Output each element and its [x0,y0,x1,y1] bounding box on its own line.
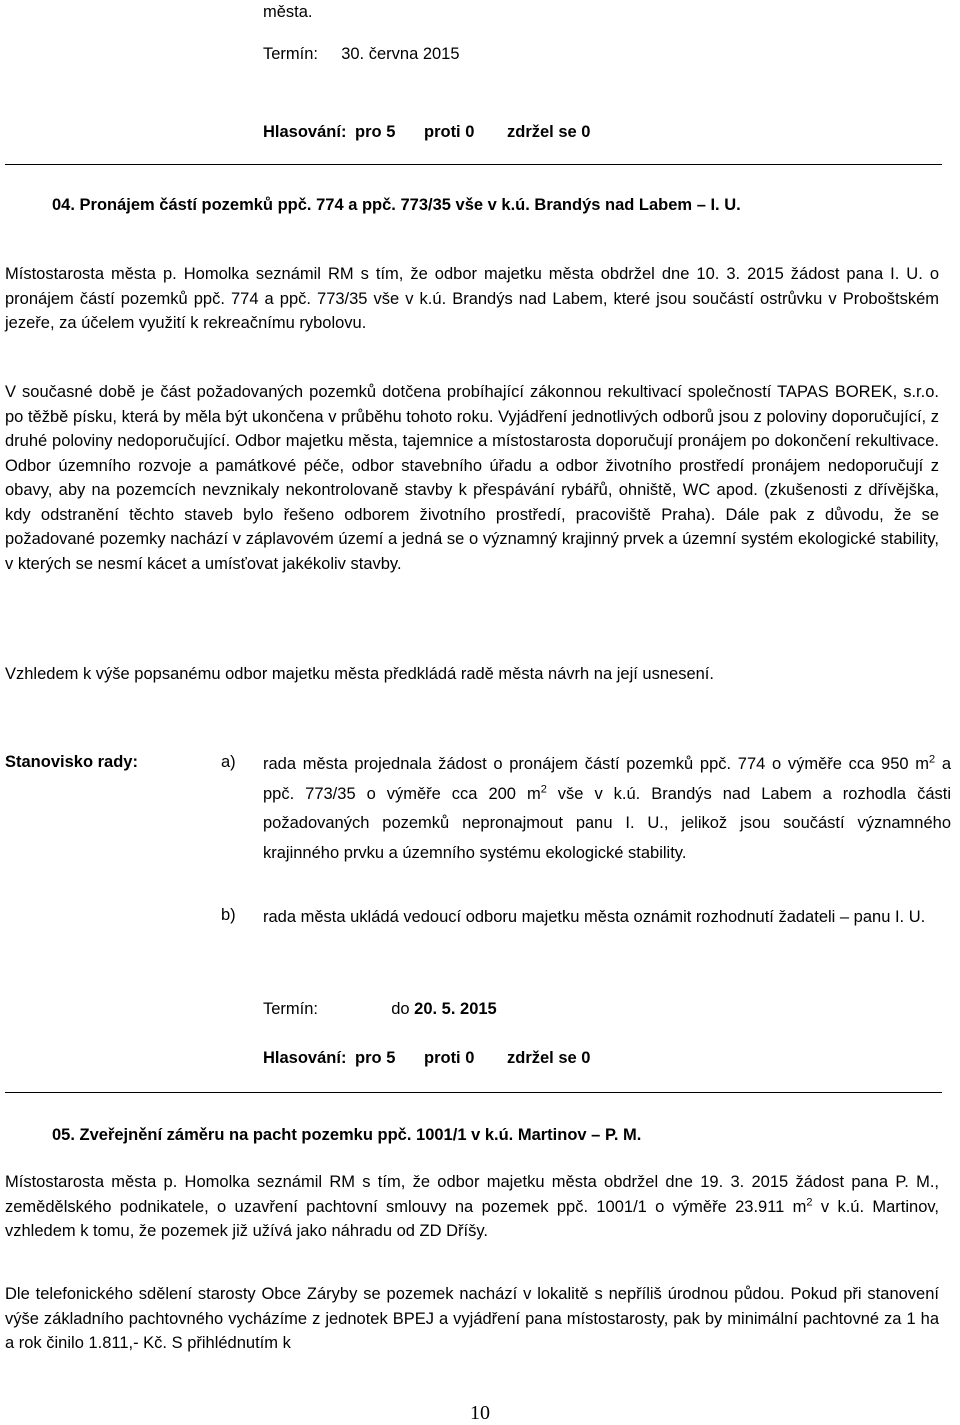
vote-pro: pro 5 [355,123,396,141]
deadline-label: Termín: [263,45,319,63]
deadline-value: 30. června 2015 [341,45,460,63]
item-heading-04: 04. Pronájem částí pozemků ppč. 774 a ppč. 773/35 vše v k.ú. Brandýs nad Labem – I. U. [52,196,741,214]
vote-label: Hlasování: [263,1049,347,1067]
resolution-text-a [263,750,951,868]
vote-line-top [263,120,590,144]
paragraph-part: v k.ú. Martinov, vzhledem k tomu, že pozemek již užívá jako náhradu od ZD Dříšy. [5,1197,939,1240]
superscript: 2 [929,753,936,766]
resolution-text-a-part: vše v k.ú. Brandýs nad Labem a rozhodla části požadovaných pozemků nepronajmout panu I. U., jelikož jsou součástí významného krajinného prvku a územního systému ekologické stability. [263,784,951,862]
resolution-text-b: rada města ukládá vedoucí odboru majetku města oznámit rozhodnutí žadateli – panu I. U. [263,908,926,926]
paragraph: Místostarosta města p. Homolka seznámil RM s tím, že odbor majetku města obdržel dne 10. 3. 2015 žádost pana I. U. o pronájem částí pozemků ppč. 774 a ppč. 773/35 vše v k.ú. Brandýs nad Labem, které jsou součástí ostrůvku v Proboštském jezeře, za účelem využití k rekreačnímu rybolovu. [5,265,939,332]
superscript: 2 [540,783,547,795]
paragraph: Vzhledem k výše popsanému odbor majetku města předkládá radě města návrh na její usnesení. [5,665,714,683]
item-heading-05: 05. Zveřejnění záměru na pacht pozemku ppč. 1001/1 v k.ú. Martinov – P. M. [52,1126,642,1144]
resolution-label-b: b) [221,906,236,924]
continuation-text: města. [263,3,313,21]
resolution-text-a-part: a ppč. 773/35 o výměře cca 200 m [263,755,951,803]
vote-proti: proti 0 [423,123,475,141]
section-divider [5,1092,942,1093]
paragraph-part: Místostarosta města p. Homolka seznámil RM s tím, že odbor majetku města obdržel dne 19. 3. 2015 žádost pana P. M., zemědělského podnikatele, o uzavření pachtovní smlouvy na pozemek ppč. 1001/1 o výměře 23.911 m [5,1173,939,1216]
paragraph: V současné době je část požadovaných pozemků dotčena probíhající zákonnou rekultivací společností TAPAS BOREK, s.r.o. po těžbě písku, která by měla být ukončena v průběhu tohoto roku. Vyjádření jednotlivých odborů jsou z poloviny doporučující, z druhé poloviny nedoporučující. Odbor majetku města, tajemnice a místostarosta doporučují pronájem po dokončení rekultivace. Odbor územního rozvoje a památkové péče, odbor stavebního úřadu a odbor životního prostředí pronájem nedoporučují z obavy, aby na pozemcích nevznikaly nekontrolovaně stavby k přespávání rybářů, ohniště, WC apod. (zkušenosti z dřívějška, kdy odstranění těchto staveb bylo řešeno odborem životního prostředí, pracoviště Praha). Dále pak z důvodu, že se požadované pozemky nachází v záplavovém území a jedná se o významný krajinný prvek a územní systém ekologické stability, v kterých se nesmí kácet a umísťovat jakékoliv stavby. [5,383,939,573]
vote-zdrzel: zdržel se 0 [507,123,591,141]
resolution-text-a-part: rada města projednala žádost o pronájem částí pozemků ppč. 774 o výměře cca 950 m [263,755,929,773]
vote-pro: pro 5 [355,1049,396,1067]
resolution-label-a: a) [221,753,236,771]
vote-proti: proti 0 [423,1049,475,1067]
superscript: 2 [806,1196,813,1208]
deadline-line-04 [263,997,497,1021]
vote-zdrzel: zdržel se 0 [507,1049,591,1067]
page-number: 10 [470,1402,490,1424]
deadline-prefix: do [391,1000,410,1018]
paragraph [5,1170,939,1244]
deadline-line-top [263,42,460,66]
deadline-label: Termín: [263,1000,319,1018]
vote-label: Hlasování: [263,123,347,141]
vote-line-04 [263,1046,590,1070]
section-divider [5,164,942,165]
paragraph: Dle telefonického sdělení starosty Obce Záryby se pozemek nachází v lokalitě s nepříliš úrodnou půdou. Pokud při stanovení výše základního pachtovného vycházíme z jednotek BPEJ a vyjádření pana místostarosty, pak by minimální pachtovné za 1 ha a rok činilo 1.811,- Kč. S přihlédnutím k [5,1285,939,1352]
deadline-value: 20. 5. 2015 [414,1000,497,1018]
council-position-label: Stanovisko rady: [5,753,138,771]
